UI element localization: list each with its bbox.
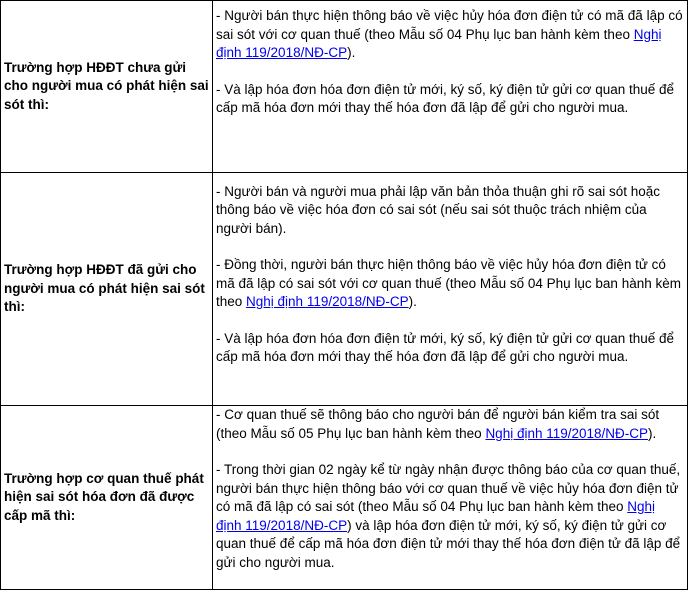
paragraph-text: ). [347, 45, 356, 60]
decree-119-link[interactable]: Nghị định 119/2018/NĐ-CP [485, 425, 649, 441]
paragraph-text: - Trong thời gian 02 ngày kể từ ngày nhận được thông báo của cơ quan thuế, người bán thực hiện thông báo với cơ quan thuế về việc hủy hóa đơn điện tử có mã đã lập có sai sót (theo Mẫu số 04 Phụ lục ban hành kèm theo [216, 462, 681, 515]
paragraph-text: - Cơ quan thuế sẽ thông báo cho người bán để người bán kiểm tra sai sót (theo Mẫu số 05 Phụ lục ban hành kèm theo [216, 407, 660, 441]
paragraph-text: ). [408, 294, 417, 310]
table-row [1, 406, 688, 590]
paragraph [216, 461, 684, 572]
table-row [1, 1, 688, 173]
paragraph-text: ) và lập hóa đơn điện tử mới, ký số, ký điện tử gửi cơ quan thuế để cấp mã hóa đơn điện tử mới thay thế hóa đơn điện tử đã lập để gửi cho người mua. [216, 517, 681, 570]
row-content [213, 406, 688, 590]
paragraph-text: ). [648, 425, 657, 441]
paragraph: - Và lập hóa đơn hóa đơn điện tử mới, ký số, ký điện tử gửi cơ quan thuế để cấp mã hóa đơn mới thay thế hóa đơn đã lập để gửi cho người mua. [216, 81, 675, 115]
row-content [213, 172, 688, 406]
decree-119-link[interactable]: Nghị định 119/2018/NĐ-CP [246, 294, 409, 310]
paragraph [216, 7, 684, 63]
row-label: Trường hợp HĐĐT chưa gửi cho người mua có phát hiện sai sót thì: [1, 1, 213, 173]
decree-119-link[interactable]: Nghị định 119/2018/NĐ-CP [216, 26, 662, 60]
paragraph [216, 256, 684, 312]
decree-119-link[interactable]: Nghị định 119/2018/NĐ-CP [216, 499, 656, 533]
paragraph-text: - Người bán thực hiện thông báo về việc hủy hóa đơn điện tử có mã đã lập có sai sót với cơ quan thuế (theo Mẫu số 04 Phụ lục ban hành kèm theo [216, 8, 683, 42]
row-content [213, 1, 688, 173]
row-label: Trường hợp cơ quan thuế phát hiện sai sót hóa đơn đã được cấp mã thì: [1, 406, 213, 590]
paragraph [216, 406, 684, 443]
table-row [1, 172, 688, 406]
paragraph-text: - Đồng thời, người bán thực hiện thông báo về việc hủy hóa đơn điện tử có mã đã lập có sai sót với cơ quan thuế (theo Mẫu số 04 Phụ lục ban hành kèm theo [216, 257, 681, 310]
paragraph: - Người bán và người mua phải lập văn bản thỏa thuận ghi rõ sai sót hoặc thông báo về việc hóa đơn có sai sót (nếu sai sót thuộc trách nhiệm của người bán). [216, 183, 661, 236]
row-label: Trường hợp HĐĐT đã gửi cho người mua có phát hiện sai sót thì: [1, 172, 213, 406]
paragraph: - Và lập hóa đơn hóa đơn điện tử mới, ký số, ký điện tử gửi cơ quan thuế để cấp mã hóa đơn mới thay thế hóa đơn đã lập để gửi cho người mua. [216, 330, 675, 365]
